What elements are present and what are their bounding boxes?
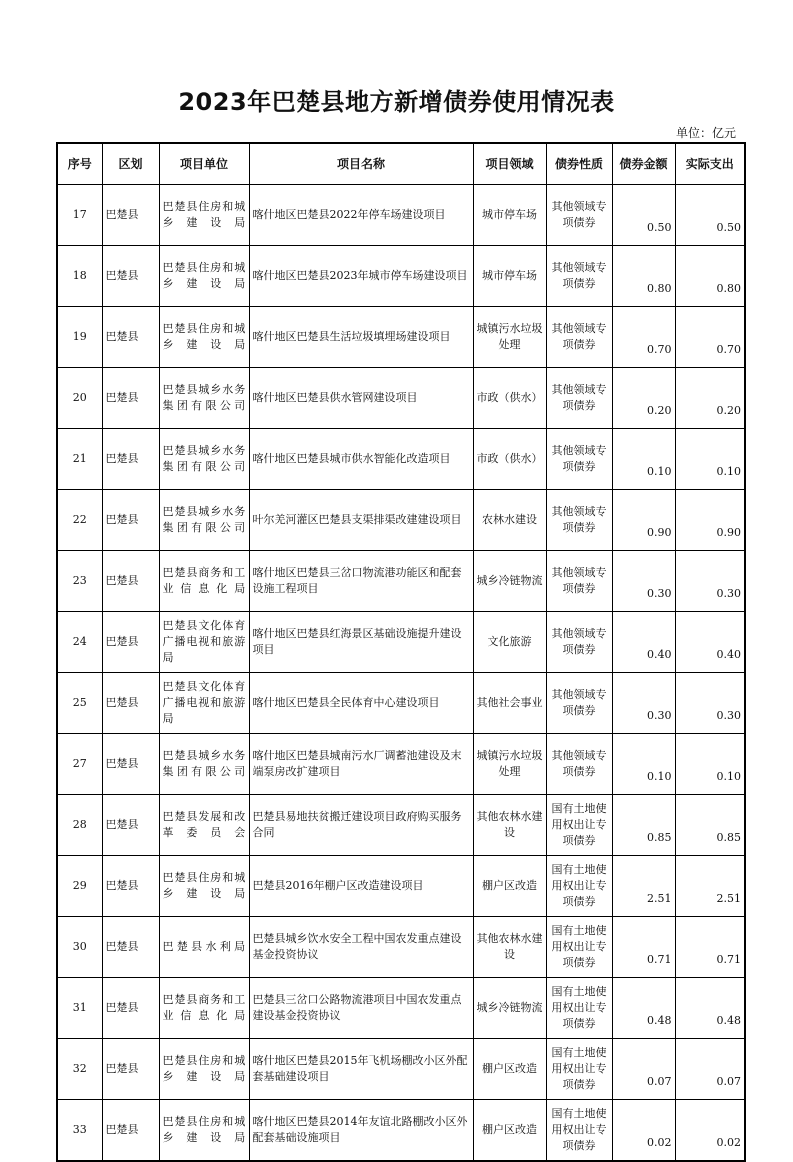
table-row [57,856,745,917]
row-bond-amount: 0.80 [612,246,675,307]
row-number: 20 [57,368,102,429]
row-project-unit: 巴楚县住房和城乡建设局 [159,856,249,917]
unit-label: 单位：亿元 [676,126,737,140]
row-project-field: 农林水建设 [473,490,546,551]
header-unit: 项目单位 [159,143,249,185]
header-project-name: 项目名称 [249,143,473,185]
row-project-unit: 巴楚县文化体育广播电视和旅游局 [159,612,249,673]
row-actual-spent: 0.71 [675,917,745,978]
row-bond-nature: 国有土地使用权出让专项债券 [546,917,612,978]
row-project-unit: 巴楚县商务和工业信息化局 [159,978,249,1039]
row-bond-nature: 其他领域专项债券 [546,429,612,490]
table-row [57,490,745,551]
table-row [57,429,745,490]
row-project-field: 其他社会事业 [473,673,546,734]
row-project-field: 市政（供水） [473,368,546,429]
row-actual-spent: 0.10 [675,734,745,795]
table-header-row [57,143,745,185]
row-project-name: 叶尔羌河灌区巴楚县支渠排渠改建建设项目 [249,490,473,551]
row-number: 33 [57,1100,102,1162]
row-actual-spent: 0.70 [675,307,745,368]
row-region: 巴楚县 [102,490,159,551]
row-region: 巴楚县 [102,856,159,917]
row-bond-amount: 0.48 [612,978,675,1039]
row-project-name: 喀什地区巴楚县2015年飞机场棚改小区外配套基础建设项目 [249,1039,473,1100]
table-row [57,1100,745,1162]
row-actual-spent: 0.30 [675,673,745,734]
table-row [57,795,745,856]
row-project-field: 城乡冷链物流 [473,551,546,612]
header-bond-amount: 债券金额 [612,143,675,185]
header-bond-nature: 债券性质 [546,143,612,185]
row-bond-nature: 国有土地使用权出让专项债券 [546,978,612,1039]
row-bond-amount: 0.90 [612,490,675,551]
row-number: 23 [57,551,102,612]
row-project-name: 巴楚县三岔口公路物流港项目中国农发重点建设基金投资协议 [249,978,473,1039]
row-bond-nature: 国有土地使用权出让专项债券 [546,1100,612,1162]
row-project-unit: 巴楚县城乡水务集团有限公司 [159,734,249,795]
row-actual-spent: 0.02 [675,1100,745,1162]
row-project-field: 棚户区改造 [473,1039,546,1100]
table-row [57,734,745,795]
row-project-field: 城乡冷链物流 [473,978,546,1039]
row-project-name: 喀什地区巴楚县城市供水智能化改造项目 [249,429,473,490]
row-project-name: 喀什地区巴楚县生活垃圾填埋场建设项目 [249,307,473,368]
table-row [57,978,745,1039]
bond-usage-table [56,142,746,1162]
row-bond-amount: 0.30 [612,551,675,612]
row-project-unit: 巴楚县城乡水务集团有限公司 [159,429,249,490]
table-row [57,612,745,673]
row-region: 巴楚县 [102,978,159,1039]
row-project-field: 其他农林水建设 [473,795,546,856]
row-project-name: 喀什地区巴楚县2014年友谊北路棚改小区外配套基础设施项目 [249,1100,473,1162]
row-region: 巴楚县 [102,246,159,307]
row-project-field: 城镇污水垃圾处理 [473,307,546,368]
row-project-unit: 巴楚县水利局 [159,917,249,978]
row-region: 巴楚县 [102,1100,159,1162]
row-region: 巴楚县 [102,368,159,429]
row-project-field: 城市停车场 [473,246,546,307]
row-bond-amount: 0.30 [612,673,675,734]
row-bond-nature: 其他领域专项债券 [546,490,612,551]
table-row [57,673,745,734]
row-number: 31 [57,978,102,1039]
row-bond-nature: 国有土地使用权出让专项债券 [546,1039,612,1100]
row-actual-spent: 2.51 [675,856,745,917]
row-number: 17 [57,185,102,246]
row-project-unit: 巴楚县住房和城乡建设局 [159,1039,249,1100]
row-number: 32 [57,1039,102,1100]
table-row [57,917,745,978]
table-row [57,307,745,368]
row-project-unit: 巴楚县发展和改革委员会 [159,795,249,856]
row-bond-nature: 其他领域专项债券 [546,185,612,246]
row-project-name: 喀什地区巴楚县城南污水厂调蓄池建设及末端泵房改扩建项目 [249,734,473,795]
row-number: 27 [57,734,102,795]
row-project-field: 城镇污水垃圾处理 [473,734,546,795]
row-project-name: 喀什地区巴楚县2023年城市停车场建设项目 [249,246,473,307]
row-bond-nature: 国有土地使用权出让专项债券 [546,795,612,856]
row-region: 巴楚县 [102,1039,159,1100]
row-actual-spent: 0.20 [675,368,745,429]
row-project-name: 巴楚县易地扶贫搬迁建设项目政府购买服务合同 [249,795,473,856]
row-bond-nature: 其他领域专项债券 [546,307,612,368]
row-project-field: 城市停车场 [473,185,546,246]
row-region: 巴楚县 [102,429,159,490]
row-actual-spent: 0.90 [675,490,745,551]
row-region: 巴楚县 [102,307,159,368]
row-bond-nature: 其他领域专项债券 [546,551,612,612]
row-bond-nature: 其他领域专项债券 [546,612,612,673]
row-project-name: 巴楚县2016年棚户区改造建设项目 [249,856,473,917]
page-title: 2023年巴楚县地方新增债券使用情况表 [178,88,615,116]
row-project-unit: 巴楚县商务和工业信息化局 [159,551,249,612]
row-bond-nature: 国有土地使用权出让专项债券 [546,856,612,917]
row-project-field: 其他农林水建设 [473,917,546,978]
row-number: 18 [57,246,102,307]
row-number: 29 [57,856,102,917]
row-number: 19 [57,307,102,368]
row-bond-amount: 0.70 [612,307,675,368]
row-bond-nature: 其他领域专项债券 [546,734,612,795]
header-no: 序号 [57,143,102,185]
row-bond-nature: 其他领域专项债券 [546,673,612,734]
row-region: 巴楚县 [102,673,159,734]
row-bond-amount: 0.10 [612,734,675,795]
row-actual-spent: 0.50 [675,185,745,246]
row-actual-spent: 0.85 [675,795,745,856]
row-bond-amount: 0.40 [612,612,675,673]
row-region: 巴楚县 [102,917,159,978]
table-row [57,185,745,246]
row-region: 巴楚县 [102,612,159,673]
row-bond-amount: 2.51 [612,856,675,917]
row-number: 24 [57,612,102,673]
row-project-field: 文化旅游 [473,612,546,673]
row-project-name: 喀什地区巴楚县供水管网建设项目 [249,368,473,429]
table-row [57,551,745,612]
row-bond-amount: 0.20 [612,368,675,429]
row-region: 巴楚县 [102,551,159,612]
row-project-unit: 巴楚县文化体育广播电视和旅游局 [159,673,249,734]
row-project-unit: 巴楚县城乡水务集团有限公司 [159,490,249,551]
row-region: 巴楚县 [102,185,159,246]
row-actual-spent: 0.48 [675,978,745,1039]
row-actual-spent: 0.40 [675,612,745,673]
row-number: 22 [57,490,102,551]
row-number: 21 [57,429,102,490]
row-actual-spent: 0.10 [675,429,745,490]
row-bond-amount: 0.50 [612,185,675,246]
row-actual-spent: 0.80 [675,246,745,307]
table-row [57,1039,745,1100]
row-bond-amount: 0.10 [612,429,675,490]
row-number: 28 [57,795,102,856]
row-region: 巴楚县 [102,795,159,856]
row-bond-amount: 0.07 [612,1039,675,1100]
row-actual-spent: 0.30 [675,551,745,612]
header-region: 区划 [102,143,159,185]
row-actual-spent: 0.07 [675,1039,745,1100]
row-number: 30 [57,917,102,978]
row-project-name: 喀什地区巴楚县三岔口物流港功能区和配套设施工程项目 [249,551,473,612]
row-bond-nature: 其他领域专项债券 [546,246,612,307]
row-bond-amount: 0.85 [612,795,675,856]
header-field: 项目领域 [473,143,546,185]
row-project-field: 棚户区改造 [473,856,546,917]
table-row [57,368,745,429]
row-project-unit: 巴楚县住房和城乡建设局 [159,246,249,307]
row-project-name: 巴楚县城乡饮水安全工程中国农发重点建设基金投资协议 [249,917,473,978]
row-number: 25 [57,673,102,734]
row-project-unit: 巴楚县城乡水务集团有限公司 [159,368,249,429]
row-bond-amount: 0.71 [612,917,675,978]
row-project-unit: 巴楚县住房和城乡建设局 [159,307,249,368]
row-region: 巴楚县 [102,734,159,795]
row-project-name: 喀什地区巴楚县全民体育中心建设项目 [249,673,473,734]
row-bond-amount: 0.02 [612,1100,675,1162]
row-project-field: 市政（供水） [473,429,546,490]
row-project-unit: 巴楚县住房和城乡建设局 [159,185,249,246]
row-project-name: 喀什地区巴楚县2022年停车场建设项目 [249,185,473,246]
row-project-name: 喀什地区巴楚县红海景区基础设施提升建设项目 [249,612,473,673]
row-project-field: 棚户区改造 [473,1100,546,1162]
row-bond-nature: 其他领域专项债券 [546,368,612,429]
row-project-unit: 巴楚县住房和城乡建设局 [159,1100,249,1162]
header-actual-spent: 实际支出 [675,143,745,185]
table-row [57,246,745,307]
